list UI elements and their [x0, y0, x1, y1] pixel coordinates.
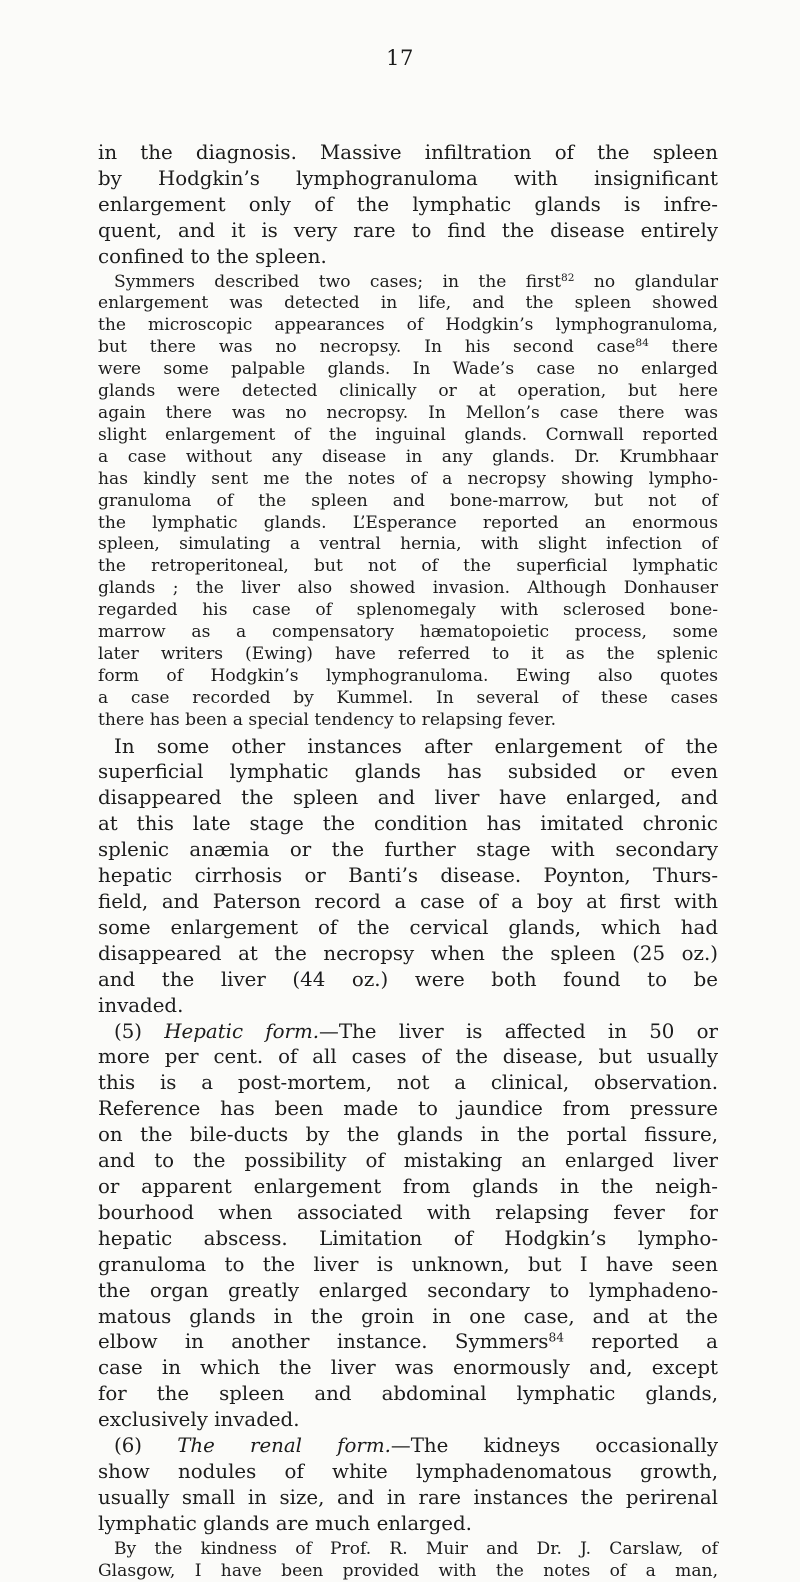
line-text: elbow in another instance. Symmers [98, 1330, 549, 1354]
text-line [98, 915, 718, 941]
text-line [98, 1044, 718, 1070]
text-line [98, 1381, 718, 1407]
line-text: and to the possibility of mistaking an enlarged liver [98, 1149, 718, 1173]
line-text: superficial lymphatic glands has subsided or even [98, 760, 718, 784]
line-text: In some other instances after enlargement of the [114, 734, 718, 758]
text-line [98, 889, 718, 915]
text-line [98, 315, 718, 337]
line-text: for the spleen and abdominal lymphatic glands, [98, 1382, 718, 1406]
text-line [98, 166, 718, 192]
text-line [98, 622, 718, 644]
section-heading: The renal form. [177, 1434, 391, 1458]
line-text: (5) [114, 1019, 165, 1043]
section-heading: Hepatic form. [164, 1019, 320, 1043]
line-text: more per cent. of all cases of the disease, but usually [98, 1045, 718, 1069]
line-text: were some palpable glands. In Wade’s case no enlarged [98, 359, 718, 380]
line-text: show nodules of white lymphadenomatous growth, [98, 1459, 718, 1483]
text-line [98, 578, 718, 600]
text-line [98, 1019, 718, 1045]
line-text: by Hodgkin’s lymphogranuloma with insignificant [98, 166, 718, 190]
text-line [98, 272, 718, 294]
line-text: at this late stage the condition has imitated chronic [98, 812, 718, 836]
line-text: Glasgow, I have been provided with the notes of a man, [98, 1560, 718, 1581]
line-text: form of Hodgkin’s lymphogranuloma. Ewing also quotes [98, 665, 718, 686]
text-line [98, 1174, 718, 1200]
text-line [98, 1459, 718, 1485]
reference-number: 82 [561, 271, 575, 284]
line-text: later writers (Ewing) have referred to it as the splenic [98, 643, 718, 664]
text-line [98, 1148, 718, 1174]
text-line [98, 863, 718, 889]
text-line [98, 447, 718, 469]
text-block [98, 140, 718, 270]
line-text: again there was no necropsy. In Mellon’s case there was [98, 402, 718, 423]
text-line [98, 1200, 718, 1226]
line-text: enlargement only of the lymphatic glands is infre- [98, 192, 718, 216]
line-text: granuloma to the liver is unknown, but I have seen [98, 1252, 718, 1276]
line-text: or apparent enlargement from glands in the neigh- [98, 1174, 718, 1198]
line-text: bourhood when associated with relapsing fever for [98, 1200, 718, 1224]
text-line [98, 192, 718, 218]
line-text: there has been a special tendency to relapsing fever. [98, 709, 557, 730]
text-block [98, 1539, 718, 1582]
line-text: matous glands in the groin in one case, and at the [98, 1304, 718, 1328]
line-text: exclusively invaded. [98, 1408, 300, 1432]
text-line [98, 293, 718, 315]
text-line [98, 1433, 718, 1459]
reference-number: 84 [548, 1330, 565, 1345]
line-text: slight enlargement of the inguinal glands. Cornwall reported [98, 424, 718, 445]
line-text: regarded his case of splenomegaly with sclerosed bone- [98, 600, 718, 621]
line-text: (6) [114, 1434, 178, 1458]
text-line [98, 1096, 718, 1122]
line-text: on the bile-ducts by the glands in the portal fissure, [98, 1123, 718, 1147]
line-text: this is a post-mortem, not a clinical, observation. [98, 1071, 718, 1095]
text-line [98, 1561, 718, 1582]
text-line [98, 403, 718, 425]
line-text: splenic anæmia or the further stage with secondary [98, 838, 718, 862]
line-text: granuloma of the spleen and bone-marrow, but not of [98, 490, 718, 511]
line-text: —The liver is affected in 50 or [319, 1019, 719, 1043]
line-text: marrow as a compensatory hæmatopoietic process, some [98, 622, 718, 643]
line-text: spleen, simulating a ventral hernia, with slight infection of [98, 534, 718, 555]
line-text: glands ; the liver also showed invasion. Although Donhauser [98, 578, 718, 599]
line-text: the retroperitoneal, but not of the superficial lymphatic [98, 556, 718, 577]
line-text: and the liver (44 oz.) were both found to be [98, 967, 718, 991]
text-line [98, 967, 718, 993]
line-text: some enlargement of the cervical glands, which had [98, 915, 718, 939]
text-line [98, 491, 718, 513]
text-line [98, 1070, 718, 1096]
text-line [98, 244, 718, 270]
text-line [98, 600, 718, 622]
line-text: but there was no necropsy. In his second case [98, 337, 636, 358]
text-line [98, 1511, 718, 1537]
line-text: case in which the liver was enormously and, except [98, 1356, 718, 1380]
line-text: a case recorded by Kummel. In several of these cases [98, 687, 718, 708]
text-line [98, 1278, 718, 1304]
line-text: no glandular [574, 271, 718, 292]
line-text: the organ greatly enlarged secondary to lymphadeno- [98, 1278, 718, 1302]
line-text: hepatic abscess. Limitation of Hodgkin’s lympho- [98, 1226, 718, 1250]
text-line [98, 666, 718, 688]
text-line [98, 534, 718, 556]
line-text: reported a [564, 1330, 718, 1354]
line-text: disappeared the spleen and liver have enlarged, and [98, 786, 718, 810]
line-text: quent, and it is very rare to find the disease entirely [98, 218, 718, 242]
text-block [98, 734, 718, 1537]
text-line [98, 1539, 718, 1561]
text-line [98, 359, 718, 381]
text-line [98, 425, 718, 447]
line-text: a case without any disease in any glands. Dr. Krumbhaar [98, 446, 718, 467]
text-line [98, 811, 718, 837]
line-text: —The kidneys occasionally [390, 1434, 718, 1458]
text-line [98, 785, 718, 811]
text-line [98, 688, 718, 710]
text-line [98, 1252, 718, 1278]
line-text: glands were detected clinically or at operation, but here [98, 381, 718, 402]
line-text: disappeared at the necropsy when the spleen (25 oz.) [98, 941, 718, 965]
text-line [98, 837, 718, 863]
line-text: lymphatic glands are much enlarged. [98, 1511, 472, 1535]
text-line [98, 469, 718, 491]
text-line [98, 759, 718, 785]
text-line [98, 993, 718, 1019]
text-line [98, 218, 718, 244]
text-line [98, 1485, 718, 1511]
text-line [98, 556, 718, 578]
line-text: there [648, 337, 719, 358]
text-line [98, 513, 718, 535]
line-text: enlargement was detected in life, and the spleen showed [98, 293, 718, 314]
line-text: Reference has been made to jaundice from pressure [98, 1097, 718, 1121]
text-line [98, 1355, 718, 1381]
line-text: field, and Paterson record a case of a boy at first with [98, 890, 718, 913]
line-text: the microscopic appearances of Hodgkin’s lymphogranuloma, [98, 315, 718, 336]
line-text: the lymphatic glands. L’Esperance reported an enormous [98, 512, 718, 533]
text-line [98, 734, 718, 760]
line-text: hepatic cirrhosis or Banti’s disease. Poynton, Thurs- [98, 864, 718, 888]
text-block [98, 272, 718, 732]
line-text: Symmers described two cases; in the first [114, 271, 561, 292]
text-line [98, 1329, 718, 1355]
text-line [98, 1304, 718, 1330]
page-number: 17 [386, 46, 414, 70]
line-text: usually small in size, and in rare instances the perirenal [98, 1485, 718, 1509]
text-line [98, 644, 718, 666]
line-text: in the diagnosis. Massive infiltration of the spleen [98, 141, 718, 164]
body-text [98, 140, 718, 1582]
text-line [98, 1122, 718, 1148]
text-line [98, 710, 718, 732]
reference-number: 84 [635, 337, 649, 350]
line-text: By the kindness of Prof. R. Muir and Dr. J. Carslaw, of [114, 1538, 718, 1559]
line-text: invaded. [98, 993, 184, 1017]
text-line [98, 941, 718, 967]
text-line [98, 1226, 718, 1252]
text-line [98, 337, 718, 359]
text-line [98, 1407, 718, 1433]
line-text: has kindly sent me the notes of a necropsy showing lympho- [98, 468, 718, 489]
line-text: confined to the spleen. [98, 244, 327, 268]
text-line [98, 140, 718, 166]
text-line [98, 381, 718, 403]
